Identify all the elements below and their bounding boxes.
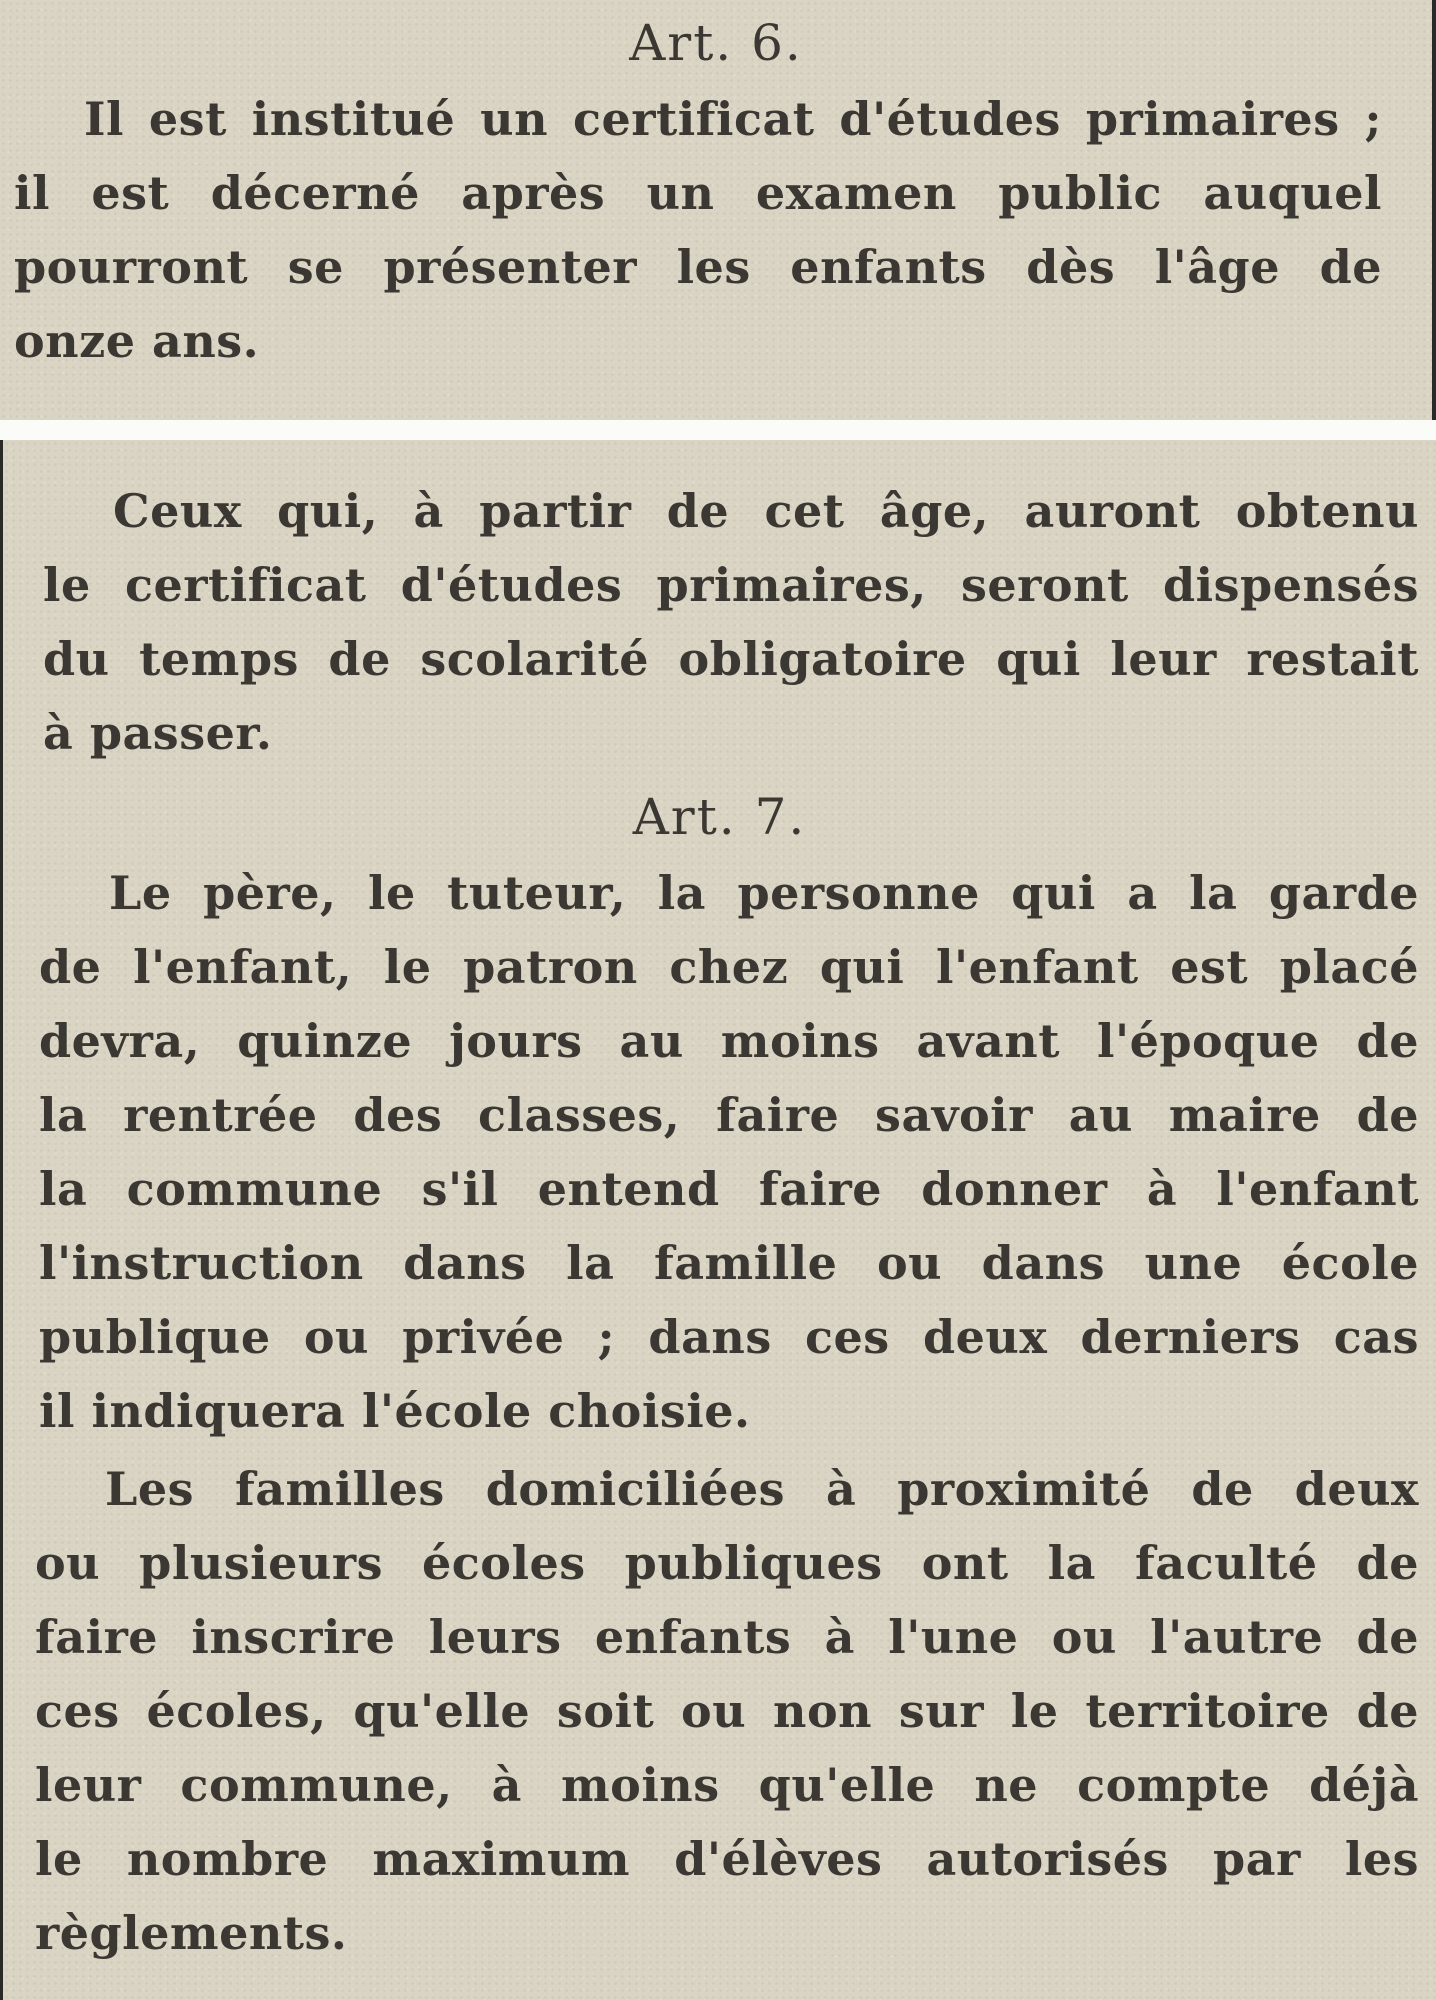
article-6-paragraph	[14, 82, 1382, 378]
text-line: Ceux qui, à partir de cet âge, auront obtenu	[113, 484, 1419, 538]
text-line: la commune s'il entend faire donner à l'enfant	[39, 1162, 1419, 1216]
text-line: la rentrée des classes, faire savoir au maire de	[39, 1088, 1419, 1142]
text-line: à passer.	[43, 706, 273, 760]
text-line: leur commune, à moins qu'elle ne compte déjà	[35, 1758, 1419, 1812]
text-line: Le père, le tuteur, la personne qui a la garde	[109, 866, 1419, 920]
article-7-paragraph-2	[35, 1452, 1419, 1970]
clipping-top	[0, 0, 1436, 420]
text-line: l'instruction dans la famille ou dans une école	[39, 1236, 1419, 1290]
text-line: Il est institué un certificat d'études primaires ;	[84, 92, 1382, 146]
text-line: ou plusieurs écoles publiques ont la faculté de	[35, 1536, 1419, 1590]
text-line: il indiquera l'école choisie.	[39, 1384, 751, 1438]
text-line: Les familles domiciliées à proximité de deux	[105, 1462, 1419, 1516]
text-line: il est décerné après un examen public auquel	[14, 166, 1382, 220]
text-line: faire inscrire leurs enfants à l'une ou l'autre de	[35, 1610, 1419, 1664]
clipping-bottom	[0, 440, 1436, 2000]
text-line: règlements.	[35, 1906, 348, 1960]
article-7-paragraph-1	[39, 856, 1419, 1448]
text-line: publique ou privée ; dans ces deux derniers cas	[39, 1310, 1419, 1364]
article-6-heading: Art. 6.	[629, 14, 803, 72]
text-line: onze ans.	[14, 314, 260, 368]
text-line: de l'enfant, le patron chez qui l'enfant est placé	[39, 940, 1419, 994]
text-line: du temps de scolarité obligatoire qui leur restait	[43, 632, 1419, 686]
text-line: ces écoles, qu'elle soit ou non sur le territoire de	[35, 1684, 1419, 1738]
article-6-continuation-paragraph	[43, 474, 1419, 770]
text-line: le certificat d'études primaires, seront dispensés	[43, 558, 1419, 612]
text-line: pourront se présenter les enfants dès l'âge de	[14, 240, 1382, 294]
text-line: le nombre maximum d'élèves autorisés par les	[35, 1832, 1419, 1886]
text-line: devra, quinze jours au moins avant l'époque de	[39, 1014, 1419, 1068]
article-7-heading: Art. 7.	[632, 788, 807, 846]
